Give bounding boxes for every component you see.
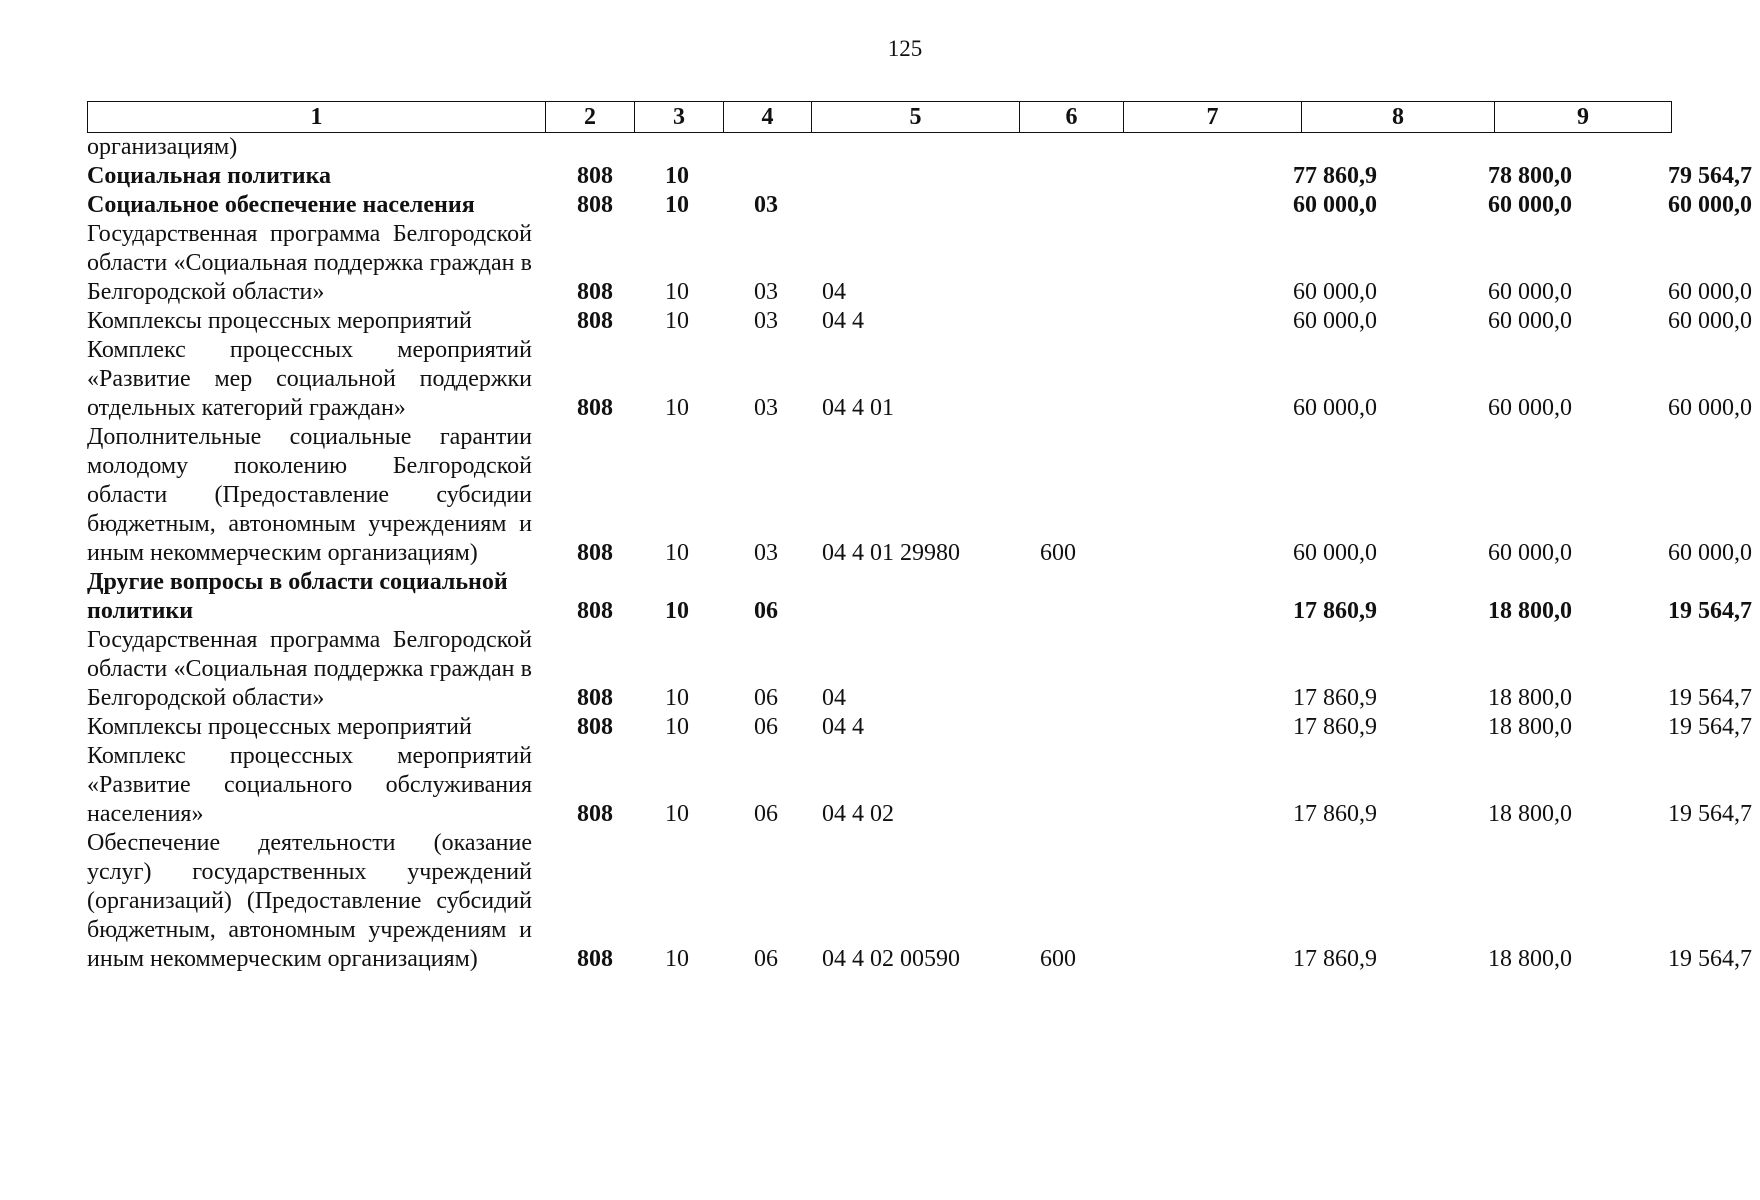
table-row (87, 423, 1752, 568)
cell-col-2: 808 (577, 163, 613, 189)
cell-col-9: 19 564,7 (1668, 685, 1752, 711)
cell-col-2: 808 (577, 946, 613, 972)
cell-col-2: 808 (577, 279, 613, 305)
table-row (87, 336, 1752, 423)
cell-col-5: 04 4 (822, 308, 864, 334)
cell-col-3: 10 (665, 395, 689, 421)
header-col-6: 6 (1019, 102, 1123, 132)
cell-col-5: 04 4 01 (822, 395, 894, 421)
cell-col-3: 10 (665, 308, 689, 334)
table-row (87, 829, 1752, 974)
cell-col-7: 17 860,9 (1293, 598, 1377, 624)
row-name: Государственная программа Белгородской области «Социальная поддержка граждан в Белгородской области» (87, 627, 532, 711)
cell-col-7: 17 860,9 (1293, 801, 1377, 827)
cell-col-2: 808 (577, 192, 613, 218)
cell-col-2: 808 (577, 801, 613, 827)
cell-col-2: 808 (577, 540, 613, 566)
cell-col-9: 19 564,7 (1668, 801, 1752, 827)
cell-col-9: 19 564,7 (1668, 714, 1752, 740)
cell-col-7: 17 860,9 (1293, 714, 1377, 740)
header-col-1: 1 (310, 104, 323, 130)
cell-col-8: 18 800,0 (1488, 685, 1572, 711)
cell-col-4: 06 (754, 598, 778, 624)
cell-col-8: 60 000,0 (1488, 395, 1572, 421)
cell-col-9: 60 000,0 (1668, 279, 1752, 305)
cell-col-7: 60 000,0 (1293, 540, 1377, 566)
cell-col-8: 60 000,0 (1488, 540, 1572, 566)
row-name: Комплекс процессных мероприятий «Развитие социального обслуживания населения» (87, 743, 532, 827)
cell-col-5: 04 4 01 29980 (822, 540, 960, 566)
cell-col-8: 60 000,0 (1488, 308, 1572, 334)
row-name: Комплексы процессных мероприятий (87, 714, 472, 740)
cell-col-3: 10 (665, 192, 689, 218)
header-col-8: 8 (1301, 102, 1494, 132)
cell-col-3: 10 (665, 598, 689, 624)
cell-col-2: 808 (577, 685, 613, 711)
table-row (87, 220, 1752, 307)
cell-col-8: 60 000,0 (1488, 279, 1572, 305)
cell-col-3: 10 (665, 946, 689, 972)
table-row (87, 162, 1752, 191)
budget-table-body (87, 133, 1752, 974)
row-name: Социальная политика (87, 163, 332, 189)
cell-col-3: 10 (665, 279, 689, 305)
table-row (87, 742, 1752, 829)
cell-col-5: 04 4 02 00590 (822, 946, 960, 972)
cell-col-4: 03 (754, 279, 778, 305)
cell-col-2: 808 (577, 308, 613, 334)
cell-col-7: 60 000,0 (1293, 192, 1377, 218)
cell-col-3: 10 (665, 540, 689, 566)
cell-col-9: 19 564,7 (1668, 598, 1752, 624)
row-name: Социальное обеспечение населения (87, 192, 475, 218)
cell-col-5: 04 4 02 (822, 801, 894, 827)
header-col-5: 5 (811, 102, 1019, 132)
table-row (87, 307, 1752, 336)
table-row (87, 626, 1752, 713)
cell-col-5: 04 (822, 685, 846, 711)
cell-col-3: 10 (665, 685, 689, 711)
header-col-9: 9 (1494, 102, 1671, 132)
cell-col-9: 19 564,7 (1668, 946, 1752, 972)
cell-col-9: 79 564,7 (1668, 163, 1752, 189)
cell-col-7: 17 860,9 (1293, 685, 1377, 711)
row-name: Государственная программа Белгородской области «Социальная поддержка граждан в Белгородской области» (87, 221, 532, 305)
cell-col-4: 03 (754, 540, 778, 566)
header-col-4: 4 (723, 102, 811, 132)
page-number: 125 (887, 36, 923, 61)
cell-col-4: 06 (754, 685, 778, 711)
cell-col-4: 06 (754, 714, 778, 740)
row-name: Другие вопросы в области социальной политики (87, 569, 508, 624)
cell-col-7: 60 000,0 (1293, 395, 1377, 421)
cell-col-4: 03 (754, 192, 778, 218)
cell-col-6: 600 (1040, 946, 1076, 972)
header-col-7: 7 (1123, 102, 1301, 132)
cell-col-6: 600 (1040, 540, 1076, 566)
cell-col-9: 60 000,0 (1668, 540, 1752, 566)
row-name: Обеспечение деятельности (оказание услуг) государственных учреждений (организаций) (Предоставление субсидий бюджетным, автономным учреждениям и иным некоммерческим организациям) (87, 830, 532, 972)
header-col-2: 2 (545, 102, 634, 132)
cell-col-9: 60 000,0 (1668, 192, 1752, 218)
cell-col-8: 18 800,0 (1488, 598, 1572, 624)
row-name: Комплексы процессных мероприятий (87, 308, 472, 334)
cell-col-2: 808 (577, 395, 613, 421)
cell-col-9: 60 000,0 (1668, 308, 1752, 334)
cell-col-3: 10 (665, 801, 689, 827)
cell-col-7: 77 860,9 (1293, 163, 1377, 189)
table-row (87, 191, 1752, 220)
cell-col-7: 60 000,0 (1293, 279, 1377, 305)
table-row (87, 713, 1752, 742)
cell-col-5: 04 (822, 279, 846, 305)
cell-col-8: 60 000,0 (1488, 192, 1572, 218)
cell-col-2: 808 (577, 714, 613, 740)
row-name: Дополнительные социальные гарантии молодому поколению Белгородской области (Предоставление субсидии бюджетным, автономным учреждениям и иным некоммерческим организациям) (87, 424, 532, 566)
cell-col-9: 60 000,0 (1668, 395, 1752, 421)
cell-col-3: 10 (665, 714, 689, 740)
cell-col-5: 04 4 (822, 714, 864, 740)
cell-col-8: 18 800,0 (1488, 714, 1572, 740)
cell-col-7: 17 860,9 (1293, 946, 1377, 972)
cell-col-4: 06 (754, 946, 778, 972)
cell-col-4: 06 (754, 801, 778, 827)
table-row (87, 568, 1752, 626)
cell-col-8: 78 800,0 (1488, 163, 1572, 189)
cell-col-4: 03 (754, 308, 778, 334)
cell-col-2: 808 (577, 598, 613, 624)
cell-col-7: 60 000,0 (1293, 308, 1377, 334)
table-row (87, 133, 1687, 162)
row-name: организациям) (87, 134, 238, 160)
cell-col-8: 18 800,0 (1488, 946, 1572, 972)
cell-col-8: 18 800,0 (1488, 801, 1572, 827)
header-col-3: 3 (634, 102, 723, 132)
cell-col-4: 03 (754, 395, 778, 421)
cell-col-3: 10 (665, 163, 689, 189)
row-name: Комплекс процессных мероприятий «Развитие мер социальной поддержки отдельных категорий граждан» (87, 337, 532, 421)
table-header (87, 101, 1672, 133)
